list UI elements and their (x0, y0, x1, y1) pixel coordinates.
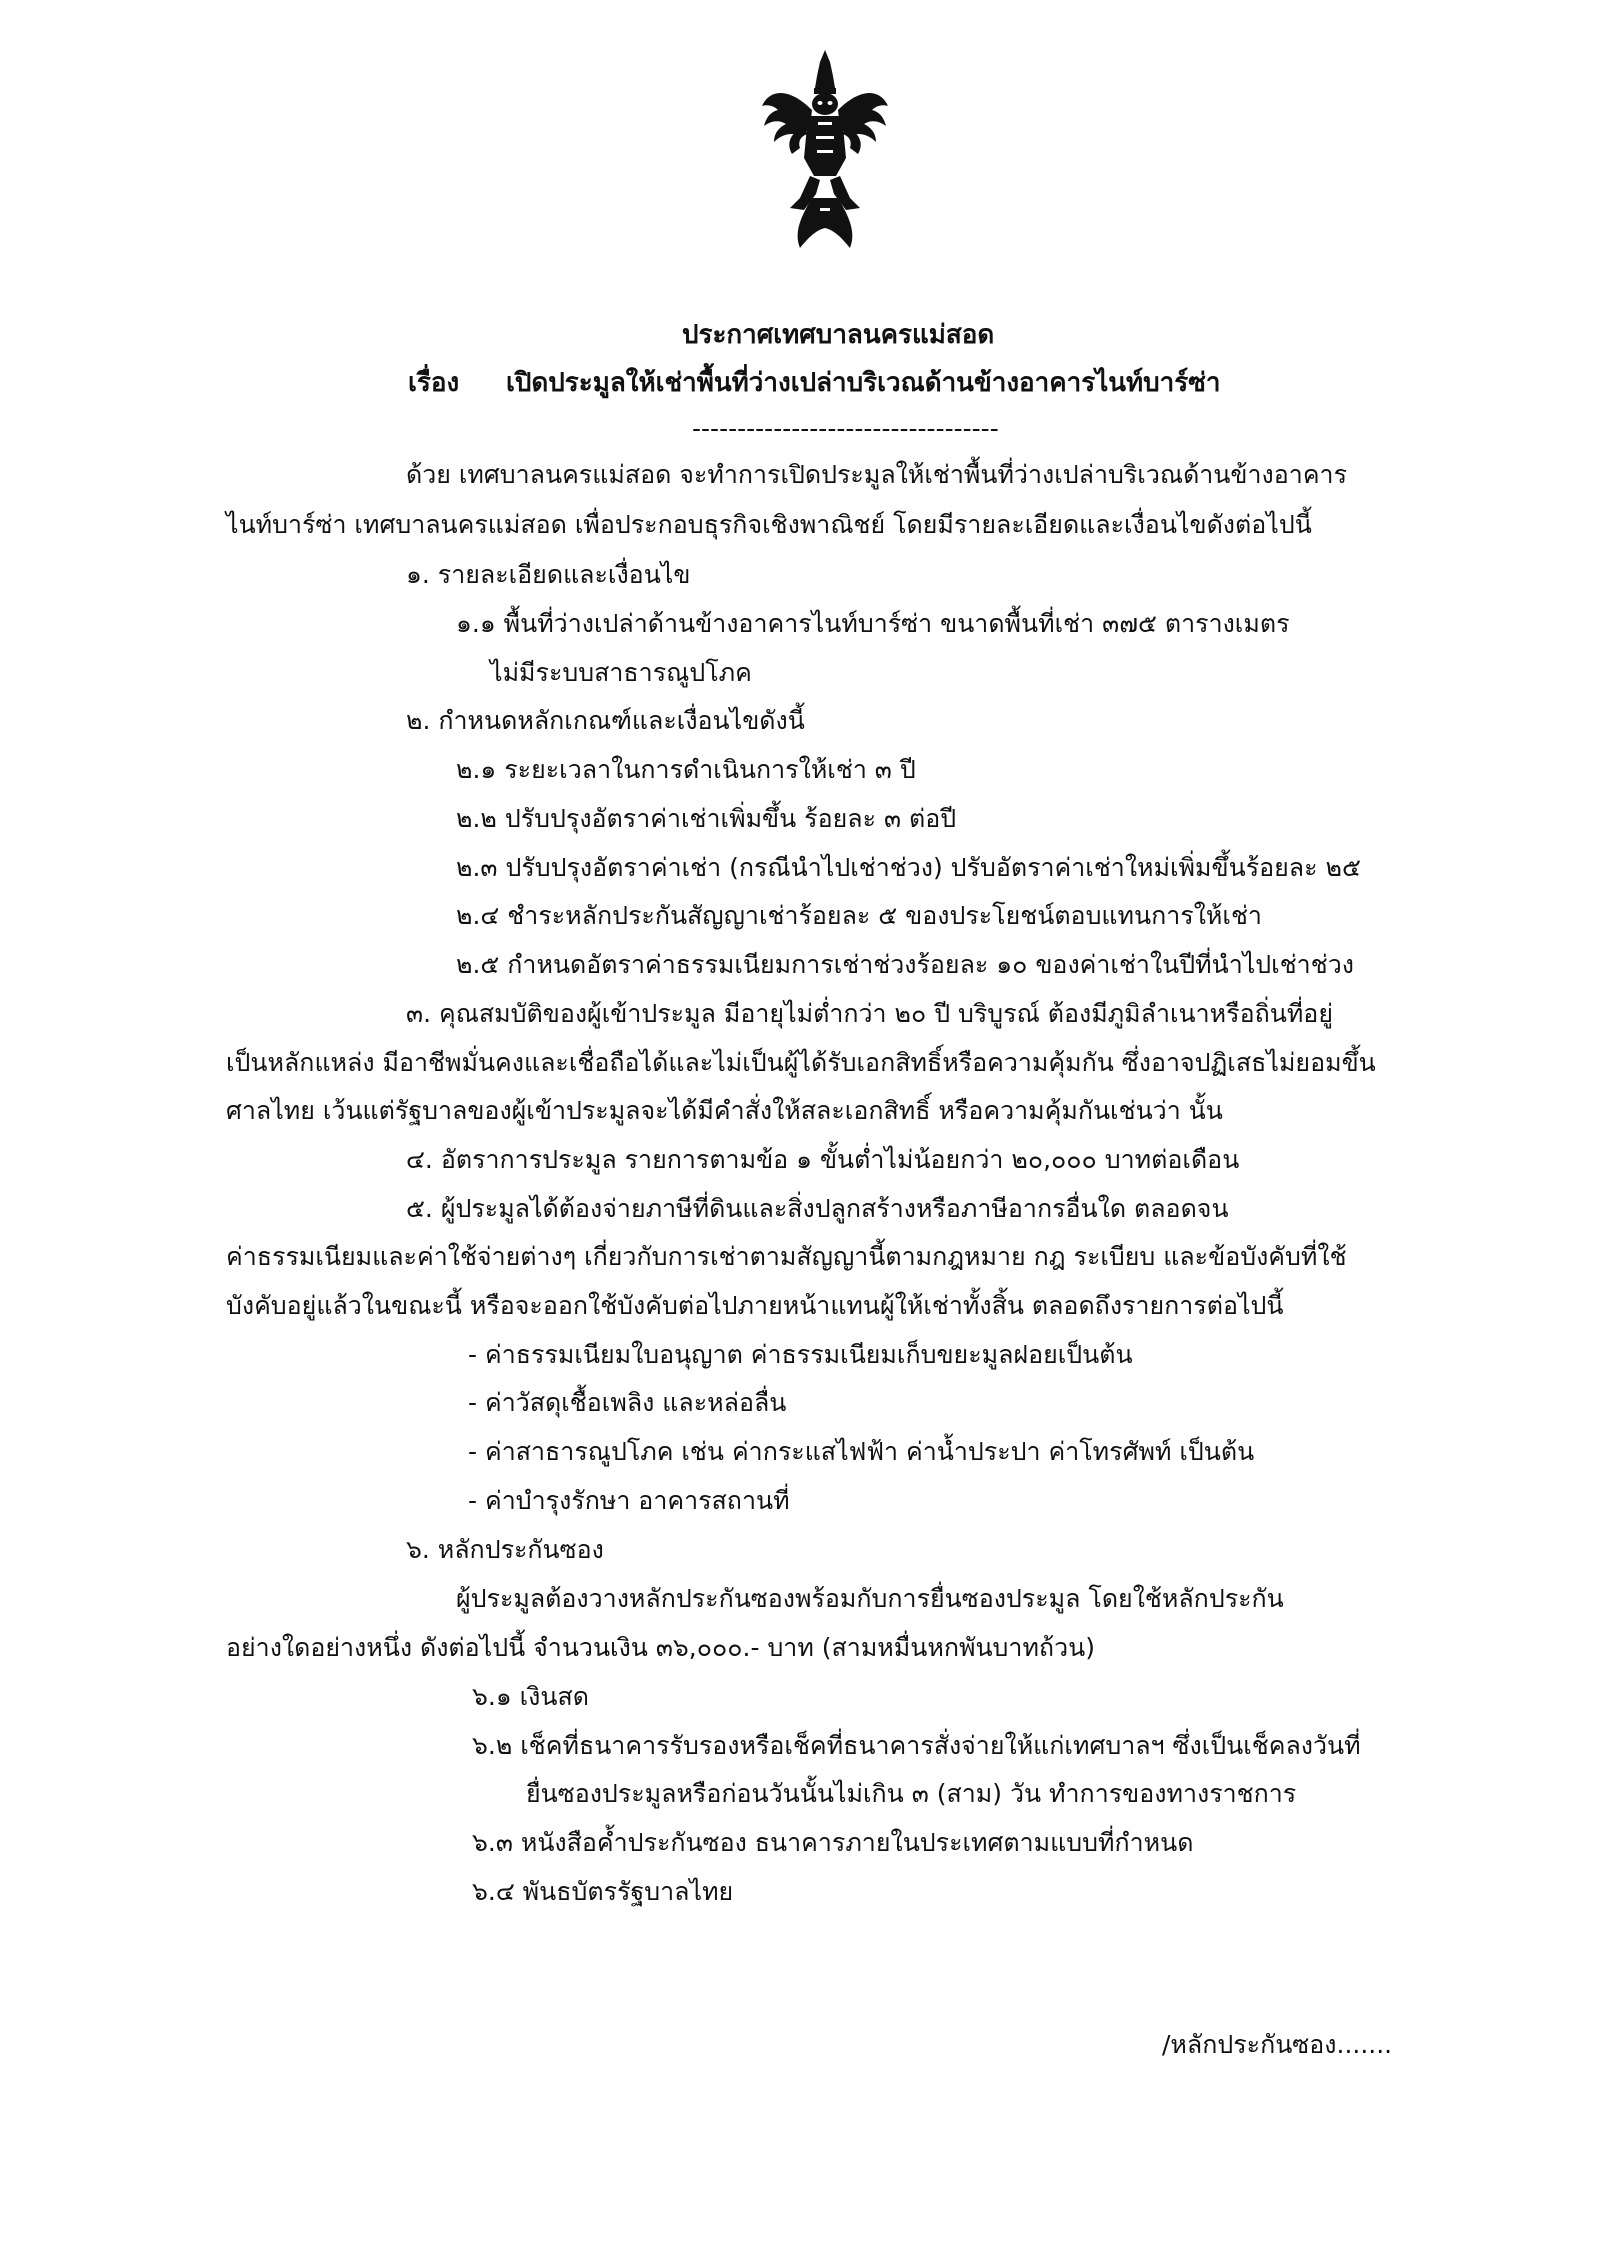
section-1-item-1-line-1: ๑.๑ พื้นที่ว่างเปล่าด้านข้างอาคารไนท์บาร์ซ่า ขนาดพื้นที่เช่า ๓๗๕ ตารางเมตร (456, 609, 1290, 638)
garuda-emblem-icon (760, 48, 890, 253)
section-5-line-1: ๕. ผู้ประมูลได้ต้องจ่ายภาษีที่ดินและสิ่งปลูกสร้างหรือภาษีอากรอื่นใด ตลอดจน (406, 1194, 1229, 1223)
section-6-item-4: ๖.๔ พันธบัตรรัฐบาลไทย (472, 1877, 734, 1906)
section-6-item-1: ๖.๑ เงินสด (472, 1682, 589, 1711)
section-2-item: ๒.๔ ชำระหลักประกันสัญญาเช่าร้อยละ ๕ ของประโยชน์ตอบแทนการให้เช่า (456, 901, 1262, 930)
section-6-item-2-line-2: ยื่นซองประมูลหรือก่อนวันนั้นไม่เกิน ๓ (สาม) วัน ทำการของทางราชการ (526, 1779, 1297, 1808)
header-separator: ---------------------------------- (692, 414, 999, 443)
section-6-para-line-2: อย่างใดอย่างหนึ่ง ดังต่อไปนี้ จำนวนเงิน ๓๖,๐๐๐.- บาท (สามหมื่นหกพันบาทถ้วน) (226, 1633, 1095, 1662)
section-6-item-3: ๖.๓ หนังสือค้ำประกันซอง ธนาคารภายในประเทศตามแบบที่กำหนด (472, 1828, 1194, 1857)
section-5-line-2: ค่าธรรมเนียมและค่าใช้จ่ายต่างๆ เกี่ยวกับการเช่าตามสัญญานี้ตามกฎหมาย กฎ ระเบียบ และข้อบังคับที่ใช้ (226, 1242, 1347, 1271)
section-5-line-3: บังคับอยู่แล้วในขณะนี้ หรือจะออกใช้บังคับต่อไปภายหน้าแทนผู้ให้เช่าทั้งสิ้น ตลอดถึงรายการต่อไปนี้ (226, 1291, 1284, 1320)
intro-line-1: ด้วย เทศบาลนครแม่สอด จะทำการเปิดประมูลให้เช่าพื้นที่ว่างเปล่าบริเวณด้านข้างอาคาร (406, 460, 1348, 489)
section-2-heading: ๒. กำหนดหลักเกณฑ์และเงื่อนไขดังนี้ (406, 706, 805, 735)
section-6-para-line-1: ผู้ประมูลต้องวางหลักประกันซองพร้อมกับการยื่นซองประมูล โดยใช้หลักประกัน (456, 1584, 1284, 1613)
section-3-line-3: ศาลไทย เว้นแต่รัฐบาลของผู้เข้าประมูลจะได้มีคำสั่งให้สละเอกสิทธิ์ หรือความคุ้มกันเช่นว่า นั้น (226, 1096, 1223, 1125)
section-2-item: ๒.๒ ปรับปรุงอัตราค่าเช่าเพิ่มขึ้น ร้อยละ ๓ ต่อปี (456, 804, 957, 833)
intro-line-2: ไนท์บาร์ซ่า เทศบาลนครแม่สอด เพื่อประกอบธุรกิจเชิงพาณิชย์ โดยมีรายละเอียดและเงื่อนไขดังต่อไปนี้ (226, 510, 1312, 539)
section-1-item-1-line-2: ไม่มีระบบสาธารณูปโภค (490, 658, 752, 687)
section-5-bullet: - ค่าบำรุงรักษา อาคารสถานที่ (468, 1486, 790, 1515)
document-title: ประกาศเทศบาลนครแม่สอด (682, 320, 995, 350)
subject-text: เปิดประมูลให้เช่าพื้นที่ว่างเปล่าบริเวณด้านข้างอาคารไนท์บาร์ซ่า (506, 368, 1221, 398)
section-5-bullet: - ค่าสาธารณูปโภค เช่น ค่ากระแสไฟฟ้า ค่าน้ำประปา ค่าโทรศัพท์ เป็นต้น (468, 1437, 1255, 1466)
section-1-heading: ๑. รายละเอียดและเงื่อนไข (406, 560, 691, 589)
section-5-bullet: - ค่าธรรมเนียมใบอนุญาต ค่าธรรมเนียมเก็บขยะมูลฝอยเป็นต้น (468, 1340, 1133, 1369)
section-3-line-1: ๓. คุณสมบัติของผู้เข้าประมูล มีอายุไม่ต่ำกว่า ๒๐ ปี บริบูรณ์ ต้องมีภูมิลำเนาหรือถิ่นที่อยู่ (406, 999, 1333, 1028)
section-5-bullet: - ค่าวัสดุเชื้อเพลิง และหล่อลื่น (468, 1388, 787, 1417)
section-2-item: ๒.๕ กำหนดอัตราค่าธรรมเนียมการเช่าช่วงร้อยละ ๑๐ ของค่าเช่าในปีที่นำไปเช่าช่วง (456, 950, 1354, 979)
section-2-item: ๒.๓ ปรับปรุงอัตราค่าเช่า (กรณีนำไปเช่าช่วง) ปรับอัตราค่าเช่าใหม่เพิ่มขึ้นร้อยละ ๒๕ (456, 853, 1361, 882)
section-4-line-1: ๔. อัตราการประมูล รายการตามข้อ ๑ ขั้นต่ำไม่น้อยกว่า ๒๐,๐๐๐ บาทต่อเดือน (406, 1145, 1240, 1174)
section-3-line-2: เป็นหลักแหล่ง มีอาชีพมั่นคงและเชื่อถือได้และไม่เป็นผู้ได้รับเอกสิทธิ์หรือความคุ้มกัน ซึ่งอาจปฏิเสธไม่ยอมขึ้น (226, 1048, 1376, 1077)
subject-label: เรื่อง (408, 368, 460, 398)
section-6-heading: ๖. หลักประกันซอง (406, 1535, 604, 1564)
section-6-item-2-line-1: ๖.๒ เช็คที่ธนาคารรับรองหรือเช็คที่ธนาคารสั่งจ่ายให้แก่เทศบาลฯ ซึ่งเป็นเช็คลงวันที่ (472, 1731, 1361, 1760)
section-2-item: ๒.๑ ระยะเวลาในการดำเนินการให้เช่า ๓ ปี (456, 755, 916, 784)
continuation-note: /หลักประกันซอง....... (1162, 2030, 1393, 2059)
